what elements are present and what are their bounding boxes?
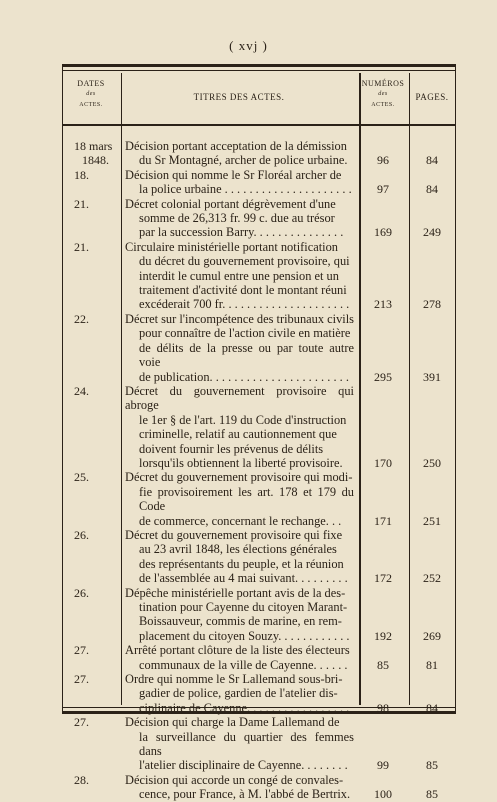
row-title-line: Décision qui accorde un congé de convales- [125,772,344,787]
table-row [62,528,456,586]
row-date [62,643,120,657]
row-date-day: 27. [74,672,89,687]
row-page: 84 [426,182,438,197]
row-date [62,197,120,211]
row-title [125,312,354,384]
row-title [125,470,354,528]
header-titres: TITRES DES ACTES. [193,92,285,102]
row-date-day: 26. [74,527,89,542]
row-title-line: Décret du gouvernement provisoire qui fixe [125,527,343,542]
row-title [125,715,354,773]
header-dates [62,78,120,111]
row-date-day: 26. [74,585,89,600]
row-title-line: tination pour Cayenne du citoyen Marant- [139,600,348,614]
row-date [62,528,120,542]
header-numeros-actes: ACTES. [371,102,395,108]
row-title-line: Décret du gouvernement provisoire qui abroge [125,383,354,413]
row-title-line: fie provisoirement les art. 178 et 179 du Code [139,484,354,514]
row-title-line: le 1er § de l'art. 119 du Code d'instruction [139,412,347,427]
header-numeros-label: NUMÉROS [361,79,405,88]
row-title-line: communaux de la ville de Cayenne. . . . . . [139,657,348,672]
header-rule [62,124,456,126]
row-date [62,384,120,398]
row-title [125,586,354,644]
row-title-line: la police urbaine . . . . . . . . . . . . . . . . . . . . . [139,182,352,197]
row-page: 84 [426,700,438,715]
row-numero: 213 [374,297,392,312]
row-title [125,773,354,802]
row-title-line: Dépêche ministérielle portant avis de la des- [125,585,346,600]
row-date [62,240,120,254]
table-row [62,773,456,802]
row-title-line: Décision qui nomme le Sr Floréal archer de [125,167,342,182]
row-title [125,139,354,168]
row-title-line: traitement d'activité dont le montant réuni [139,283,347,298]
row-title [125,384,354,470]
row-title-line: Décret du gouvernement provisoire qui modi- [125,470,353,485]
row-page: 85 [426,758,438,773]
row-title-line: l'atelier disciplinaire de Cayenne. . . . . . . . [139,758,348,773]
row-title-line: du Sr Montagné, archer de police urbaine. [139,153,348,168]
row-date-day: 24. [74,383,89,398]
row-page: 250 [423,455,441,470]
row-date-day: 22. [74,311,89,326]
row-numero: 170 [374,455,392,470]
row-title-line: par la succession Barry. . . . . . . . . . . . . . . [139,225,344,240]
row-title-line: Décision qui charge la Dame Lallemand de [125,715,340,730]
row-page: 269 [423,628,441,643]
table-row [62,384,456,470]
row-title-line: interdit le cumul entre une pension et un [139,268,339,283]
row-date [62,168,120,182]
row-title-line: Circulaire ministérielle portant notification [125,239,338,254]
row-title [125,528,354,586]
page-number: ( xvj ) [229,38,268,53]
header-dates-actes: ACTES. [79,102,103,108]
header-numeros [358,78,408,111]
header-dates-des: des [86,91,96,97]
row-date [62,586,120,600]
row-title-line: somme de 26,313 fr. 99 c. due au trésor [139,211,335,226]
row-date-day: 18. [74,167,89,182]
row-page: 81 [426,657,438,672]
row-title-line: doivent fournir les prévenus de délits [139,441,324,456]
row-page: 391 [423,369,441,384]
table-row [62,197,456,240]
table-body [62,139,456,802]
row-numero: 295 [374,369,392,384]
table-row [62,586,456,644]
frame-inner-top-rule [63,70,455,71]
row-title [125,197,354,240]
row-date-day: 28. [74,772,89,787]
row-title [125,168,354,197]
row-title-line: excéderait 700 fr. . . . . . . . . . . . . . . . . . . . . [139,297,350,312]
table-header [62,72,456,124]
table-row [62,470,456,528]
row-date [62,470,120,484]
row-title-line: Décret sur l'incompétence des tribunaux civils [125,311,354,326]
row-title-line: au 23 avril 1848, les élections générales [139,542,337,557]
row-title-line: du décret du gouvernement provisoire, qui [139,254,350,269]
row-title-line: des représentants du peuple, et la réunion [139,556,344,571]
row-numero: 169 [374,225,392,240]
table-row [62,672,456,715]
row-date [62,139,120,168]
row-title-line: Ordre qui nomme le Sr Lallemand sous-bri- [125,672,343,687]
row-title [125,672,354,715]
row-date-year: 1848. [82,153,109,168]
row-page: 278 [423,297,441,312]
row-page: 251 [423,513,441,528]
row-date [62,715,120,729]
row-title-line: de commerce, concernant le rechange. . . [139,513,342,528]
row-date-day: 18 mars [74,139,113,153]
row-title-line: de délits de la presse ou par toute autre voie [139,340,354,370]
row-title [125,643,354,672]
row-title-line: cence, pour France, à M. l'abbé de Bertrix. [139,787,351,802]
row-title-line: de l'assemblée au 4 mai suivant. . . . . . . . . [139,571,348,586]
row-date-day: 27. [74,715,89,730]
row-title-line: criminelle, relatif au cautionnement que [139,427,337,442]
table-row [62,312,456,384]
row-numero: 192 [374,628,392,643]
row-numero: 97 [377,182,389,197]
row-title-line: gadier de police, gardien de l'atelier dis- [139,686,338,701]
row-title-line: Arrêté portant clôture de la liste des électeurs [125,643,350,658]
row-date [62,672,120,686]
row-numero: 99 [377,758,389,773]
row-title [125,240,354,312]
row-page: 249 [423,225,441,240]
table-row [62,240,456,312]
row-numero: 96 [377,153,389,168]
table-row [62,643,456,672]
row-title-line: Décret colonial portant dégrèvement d'une [125,196,336,211]
table-row [62,715,456,773]
header-pages: PAGES. [415,92,449,102]
header-numeros-des: des [378,91,388,97]
row-title-line: Boissauveur, commis de marine, en rem- [139,614,342,629]
row-title-line: de publication. . . . . . . . . . . . . . . . . . . . . . . [139,369,349,384]
table-row [62,139,456,168]
table-row [62,168,456,197]
row-title-line: ciplinaire de Cayenne. . . . . . . . . . . . . . . . . [139,700,350,715]
row-title-line: Décision portant acceptation de la démission [125,139,347,153]
row-numero: 172 [374,571,392,586]
row-date-day: 25. [74,470,89,485]
row-page: 252 [423,571,441,586]
row-title-line: lorsqu'ils obtiennent la liberté provisoire. [139,455,343,470]
row-title-line: la surveillance du quartier des femmes dans [139,729,354,759]
row-title-line: placement du citoyen Souzy. . . . . . . . . . . . [139,628,350,643]
row-page: 85 [426,787,438,802]
row-date [62,312,120,326]
row-numero: 171 [374,513,392,528]
row-page: 84 [426,153,438,168]
row-date-day: 21. [74,239,89,254]
row-numero: 98 [377,700,389,715]
row-title-line: pour connaître de l'action civile en matière [139,326,351,341]
header-dates-label: DATES [77,79,105,88]
row-date-day: 27. [74,643,89,658]
row-date-day: 21. [74,196,89,211]
row-date [62,773,120,787]
row-numero: 85 [377,657,389,672]
row-numero: 100 [374,787,392,802]
